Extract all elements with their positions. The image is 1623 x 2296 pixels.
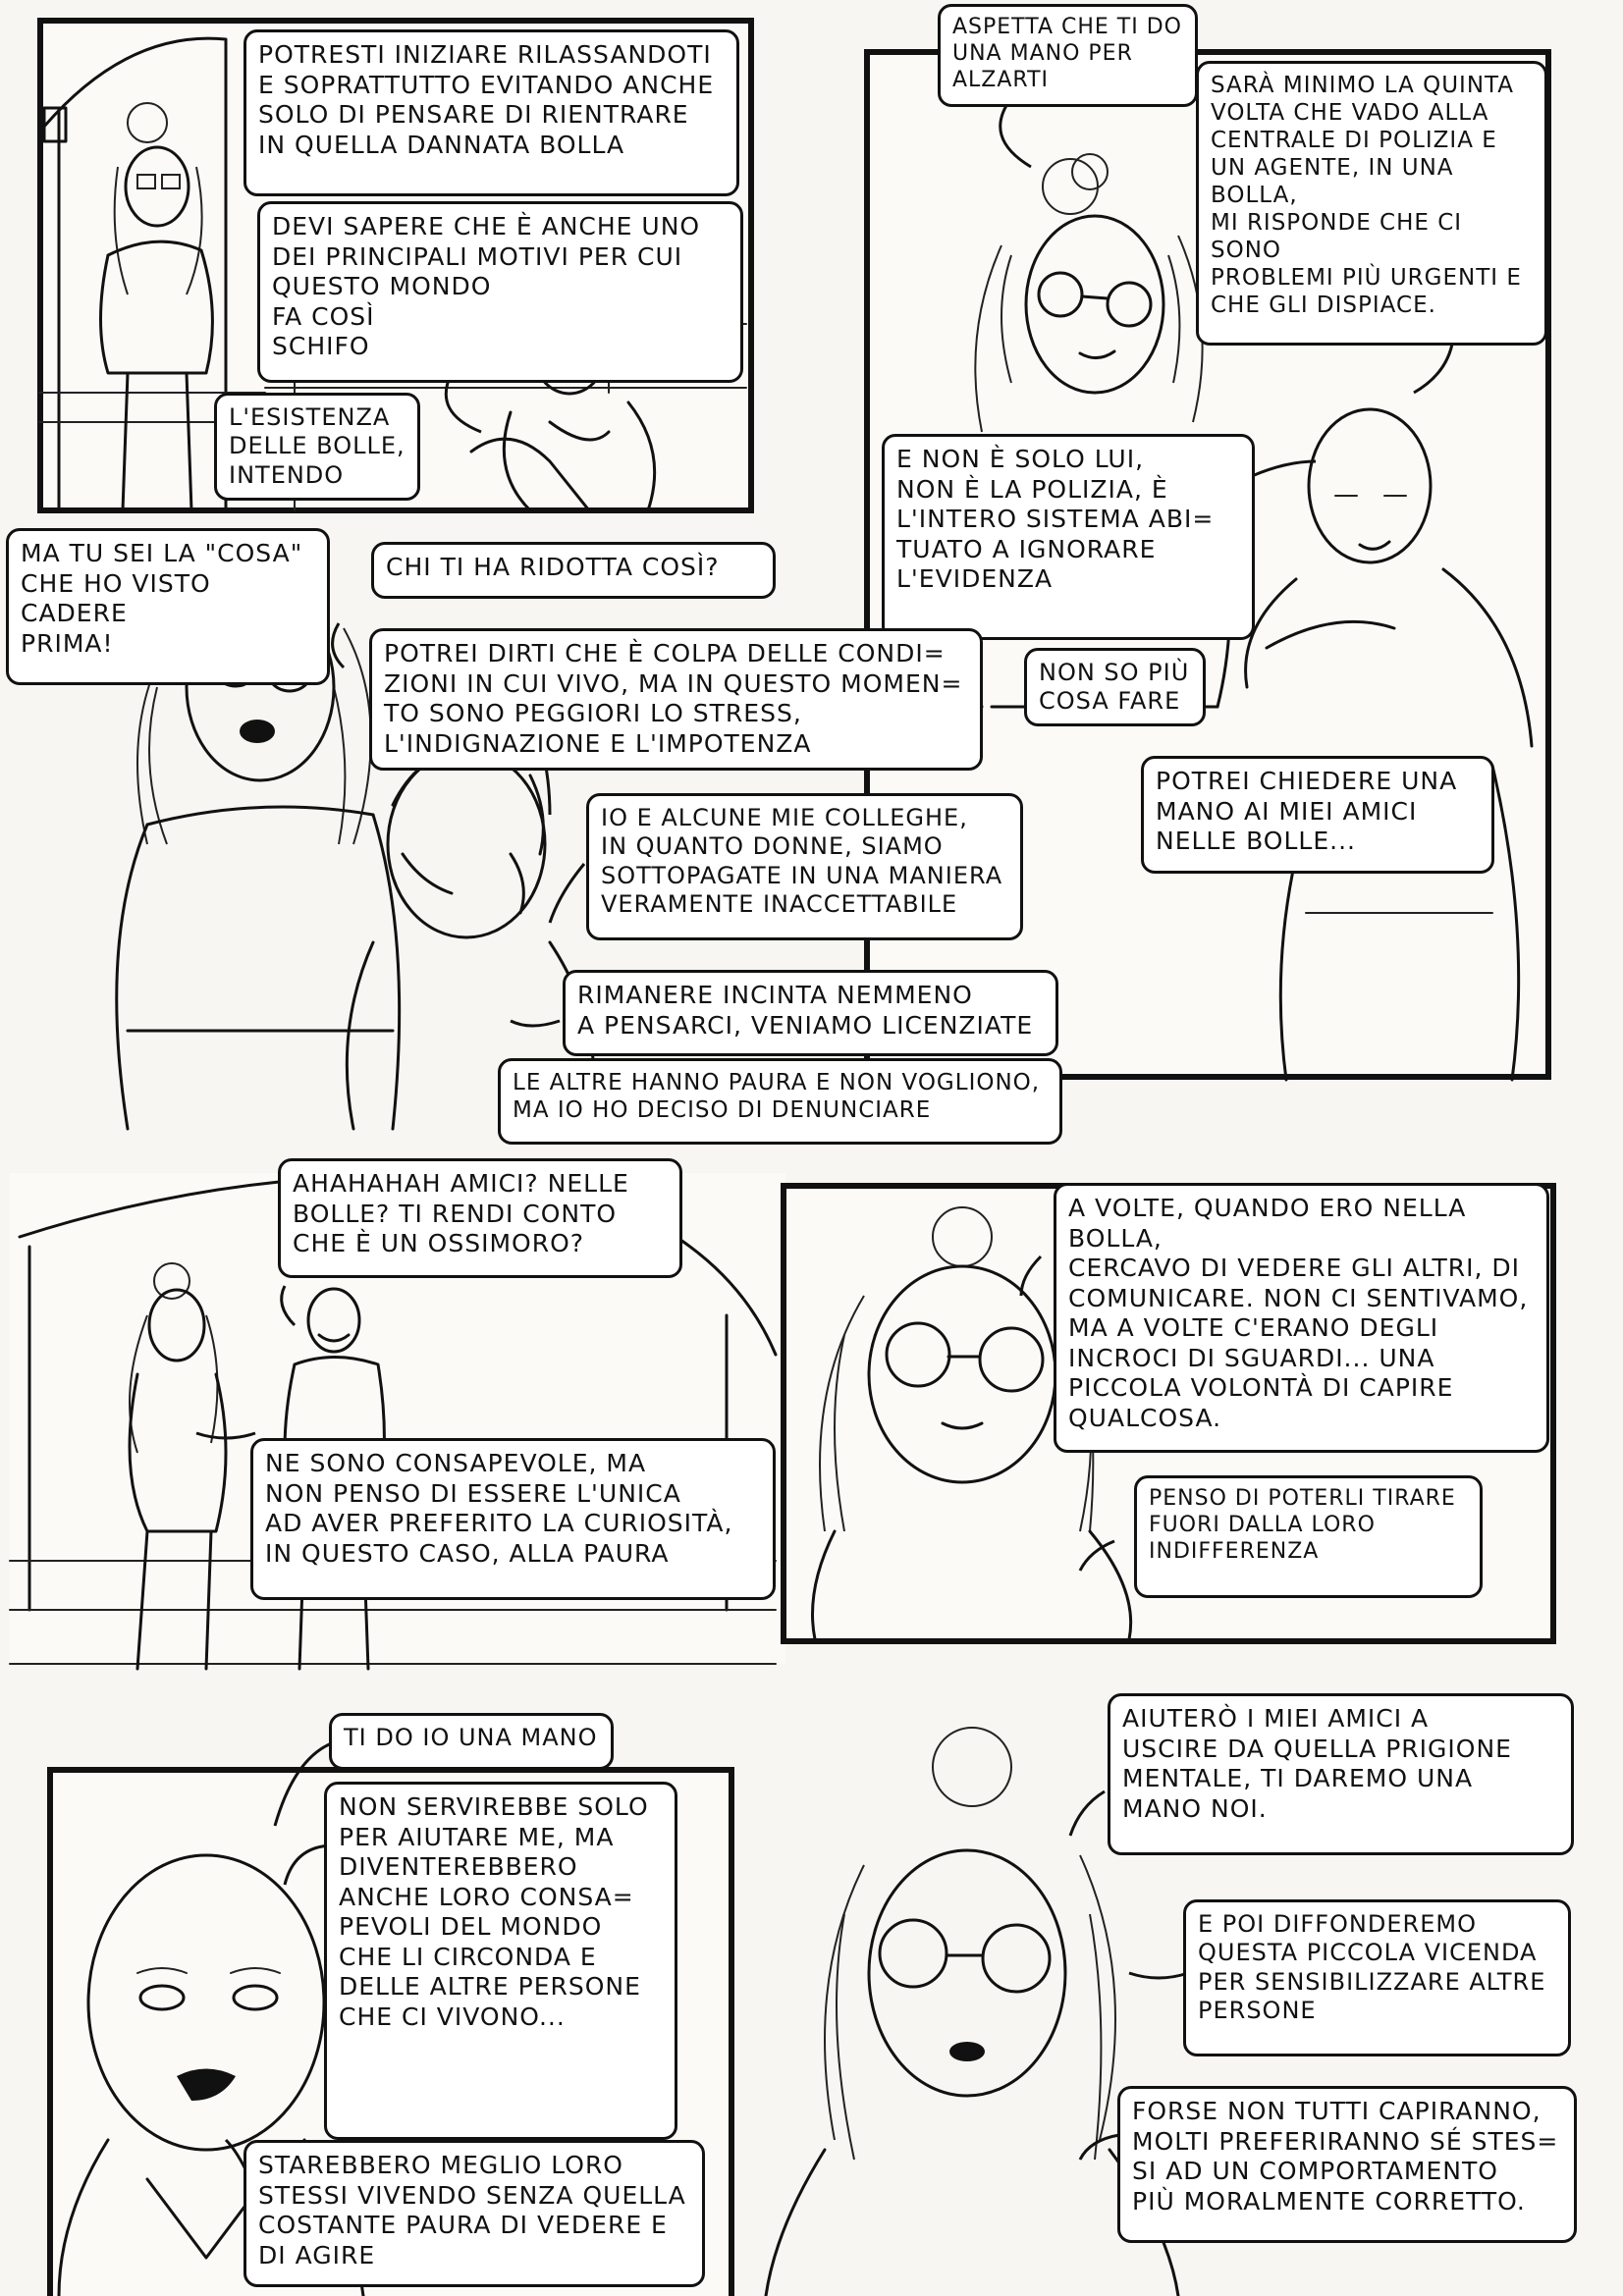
speech-bubble: LE ALTRE HANNO PAURA E NON VOGLIONO, MA IO HO DECISO DI DENUNCIARE [498, 1058, 1062, 1145]
speech-bubble: L'ESISTENZA DELLE BOLLE, INTENDO [214, 393, 420, 501]
speech-bubble: AHAHAHAH AMICI? NELLE BOLLE? TI RENDI CONTO CHE È UN OSSIMORO? [278, 1158, 682, 1278]
speech-bubble: E NON È SOLO LUI, NON È LA POLIZIA, È L'INTERO SISTEMA ABI= TUATO A IGNORARE L'EVIDENZA [882, 434, 1255, 640]
speech-bubble: A VOLTE, QUANDO ERO NELLA BOLLA, CERCAVO DI VEDERE GLI ALTRI, DI COMUNICARE. NON CI SENTIVAMO, MA A VOLTE C'ERANO DEGLI INCROCI DI SGUARDI... UNA PICCOLA VOLONTÀ DI CAPIRE QUALCOSA. [1054, 1183, 1549, 1453]
speech-bubble: NON SO PIÙ COSA FARE [1024, 648, 1206, 726]
speech-bubble: TI DO IO UNA MANO [329, 1713, 614, 1770]
speech-bubble: FORSE NON TUTTI CAPIRANNO, MOLTI PREFERIRANNO SÉ STES= SI AD UN COMPORTAMENTO PIÙ MORALMENTE CORRETTO. [1117, 2086, 1577, 2243]
speech-bubble: DEVI SAPERE CHE È ANCHE UNO DEI PRINCIPALI MOTIVI PER CUI QUESTO MONDO FA COSÌ SCHIFO [257, 201, 743, 383]
speech-bubble: POTREI DIRTI CHE È COLPA DELLE CONDI= ZIONI IN CUI VIVO, MA IN QUESTO MOMEN= TO SONO PEGGIORI LO STRESS, L'INDIGNAZIONE E L'IMPOTENZA [369, 628, 983, 771]
speech-bubble: RIMANERE INCINTA NEMMENO A PENSARCI, VENIAMO LICENZIATE [563, 970, 1058, 1056]
speech-bubble: POTREI CHIEDERE UNA MANO AI MIEI AMICI NELLE BOLLE... [1141, 756, 1494, 874]
speech-bubble: POTRESTI INIZIARE RILASSANDOTI E SOPRATTUTTO EVITANDO ANCHE SOLO DI PENSARE DI RIENTRARE IN QUELLA DANNATA BOLLA [243, 29, 739, 196]
speech-bubble: AIUTERÒ I MIEI AMICI A USCIRE DA QUELLA PRIGIONE MENTALE, TI DAREMO UNA MANO NOI. [1108, 1693, 1574, 1855]
speech-bubble: MA TU SEI LA "COSA" CHE HO VISTO CADERE PRIMA! [6, 528, 330, 685]
speech-bubble: NE SONO CONSAPEVOLE, MA NON PENSO DI ESSERE L'UNICA AD AVER PREFERITO LA CURIOSITÀ, IN QUESTO CASO, ALLA PAURA [250, 1438, 776, 1600]
speech-bubble: SARÀ MINIMO LA QUINTA VOLTA CHE VADO ALLA CENTRALE DI POLIZIA E UN AGENTE, IN UNA BOLLA, MI RISPONDE CHE CI SONO PROBLEMI PIÙ URGENTI E CHE GLI DISPIACE. [1196, 61, 1547, 346]
speech-bubble: ASPETTA CHE TI DO UNA MANO PER ALZARTI [938, 4, 1198, 107]
speech-bubble: NON SERVIREBBE SOLO PER AIUTARE ME, MA DIVENTEREBBERO ANCHE LORO CONSA= PEVOLI DEL MONDO CHE LI CIRCONDA E DELLE ALTRE PERSONE CHE CI VIVONO... [324, 1782, 677, 2140]
speech-bubble: STAREBBERO MEGLIO LORO STESSI VIVENDO SENZA QUELLA COSTANTE PAURA DI VEDERE E DI AGIRE [243, 2140, 705, 2287]
speech-bubble: CHI TI HA RIDOTTA COSÌ? [371, 542, 776, 599]
speech-bubble: IO E ALCUNE MIE COLLEGHE, IN QUANTO DONNE, SIAMO SOTTOPAGATE IN UNA MANIERA VERAMENTE INACCETTABILE [586, 793, 1023, 940]
speech-bubble: E POI DIFFONDEREMO QUESTA PICCOLA VICENDA PER SENSIBILIZZARE ALTRE PERSONE [1183, 1899, 1571, 2056]
speech-bubble: PENSO DI POTERLI TIRARE FUORI DALLA LORO INDIFFERENZA [1134, 1475, 1483, 1598]
